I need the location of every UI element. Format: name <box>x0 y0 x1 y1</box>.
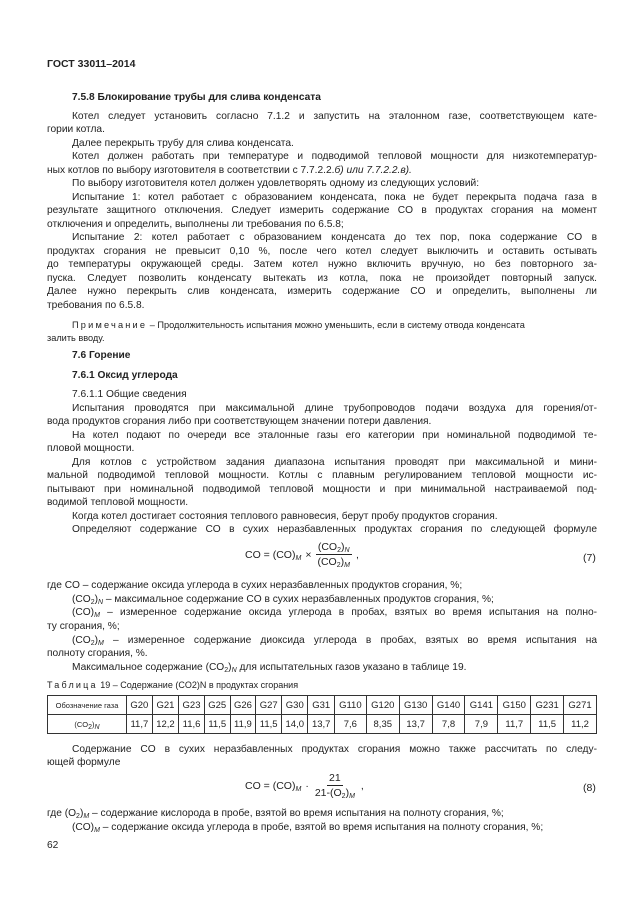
table-cell-gas: G31 <box>308 696 334 715</box>
table-row <box>48 715 597 734</box>
page-number: 62 <box>47 840 59 851</box>
text-line: $(CO)_M$ – измеренное содержание оксида углерода в пробах, взятых во время испытания на полно- <box>72 607 597 619</box>
text-line: Когда котел достигает состояния теплового равновесия, берут пробу продуктов сгорания. <box>72 511 498 522</box>
text-line: ных котлов по выбору изготовителя в соответствии с 7.7.2.2.б) или 7.7.2.2.в). <box>47 165 412 176</box>
co2-table <box>47 695 597 734</box>
text-line: Испытание 1: котел работает с образованием конденсата, пока не будет перекрыта подача газа в <box>72 192 597 203</box>
section-heading: 7.6 Горение <box>72 350 131 361</box>
table-cell-value: 13,7 <box>399 715 432 734</box>
note: залить вводу. <box>47 333 105 343</box>
table-cell-gas: G140 <box>432 696 465 715</box>
text-line: до температуры окружающей среды. Затем котел нужно включить вручную, но без повторного за- <box>47 259 597 270</box>
table-cell-gas: G110 <box>334 696 366 715</box>
text-line: Максимальное содержание $(CO_2)_N$ для испытательных газов указано в таблице 19. <box>72 662 467 674</box>
table-caption: Таблица 19 – Содержание (CO2)N в продуктах сгорания <box>47 680 299 690</box>
equation-number: (8) <box>583 782 596 794</box>
text-line: требования по 6.5.8. <box>47 300 145 311</box>
table-cell-gas: G20 <box>127 696 153 715</box>
table-cell-gas: G23 <box>179 696 205 715</box>
text-line: отключения и определить, выполнены ли требования по 6.5.8; <box>47 219 344 230</box>
text-line: Содержание CO в сухих неразбавленных продуктах сгорания можно также рассчитать по следу- <box>72 744 597 755</box>
text-line: Для котлов с устройством задания диапазона испытания проводят при максимальной и мини- <box>72 457 597 468</box>
text-line: ту сгорания, %; <box>47 621 120 632</box>
table-cell-gas: G231 <box>531 696 564 715</box>
table-cell-gas: G30 <box>282 696 308 715</box>
text-line: $(CO_2)_N$ – максимальное содержание CO в сухих неразбавленных продуктов сгорания, %; <box>72 594 494 606</box>
table-cell-value: 11,5 <box>256 715 282 734</box>
text-line: продуктах сгорания не превысит 0,10 %, после чего котел следует выключить и оставить остывать <box>47 246 597 257</box>
text-line: пытывают при номинальной подводимой тепловой мощности и при минимальной настраиваемой под- <box>47 484 597 495</box>
table-cell-value: 7,6 <box>334 715 366 734</box>
equation-number: (7) <box>583 552 596 564</box>
table-row <box>48 696 597 715</box>
text-line: вода продуктов сгорания либо при соответствующем значении потери давления. <box>47 416 432 427</box>
text-line: полноту сгорания, %. <box>47 648 148 659</box>
table-cell-gas: G21 <box>152 696 178 715</box>
table-cell-gas: G26 <box>230 696 256 715</box>
table-cell-gas: G27 <box>256 696 282 715</box>
text-line: пуска. Следует позволить конденсату вытекать из котла, пока не произойдет повторный запуск. <box>47 273 597 284</box>
text-line: На котел подают по очереди все эталонные газы его категории при номинальной подводимой те- <box>72 430 597 441</box>
table-cell-value: 8,35 <box>366 715 399 734</box>
section-heading: 7.5.8 Блокирование трубы для слива конденсата <box>72 92 321 103</box>
section-heading: 7.6.1 Оксид углерода <box>72 370 178 381</box>
table-cell-value: 12,2 <box>152 715 178 734</box>
text-line: Далее перекрыть трубу для слива конденсата. <box>72 138 294 149</box>
table-cell-value: 13,7 <box>308 715 334 734</box>
table-cell-gas: G120 <box>366 696 399 715</box>
table-cell-value: 11,6 <box>179 715 205 734</box>
table-cell-value: 7,9 <box>465 715 498 734</box>
formula-8: CO = $(CO)_M$ · $\frac{21}{21-(O_2)_M}$ , <box>245 772 364 800</box>
table-cell-gas: G271 <box>564 696 597 715</box>
formula-7: CO = $(CO)_M$ × $\frac{(CO_2)_N}{(CO_2)_M}$ , <box>245 541 359 569</box>
table-cell-value: 7,8 <box>432 715 465 734</box>
text-line: По выбору изготовителя котел должен удовлетворять одному из следующих условий: <box>72 178 480 189</box>
text-line: Далее нужно перекрыть слив конденсата, измерить содержание CO и определить, выполнены ли <box>47 286 597 297</box>
text-line: Котел должен работать при температуре и подводимой тепловой мощности для низкотемператур- <box>72 151 597 162</box>
table-row-header: $(CO_2)_N$ <box>48 715 127 734</box>
text-line: $(CO_2)_M$ – измеренное содержание диоксида углерода в пробах, взятых во время испытания на <box>72 635 597 647</box>
document-code: ГОСТ 33011–2014 <box>47 58 136 70</box>
text-line: где $(O_2)_M$ – содержание кислорода в пробе, взятой во время испытания на полноту сгорания, %; <box>47 808 504 820</box>
text-line: пловой мощности. <box>47 443 135 454</box>
text-line: результате защитного отключения. Следует измерить содержание CO в продуктах сгорания на момент <box>47 205 597 216</box>
note: Примечание – Продолжительность испытания можно уменьшить, если в систему отвода конденсата <box>72 320 525 330</box>
table-cell-value: 11,5 <box>204 715 230 734</box>
table-cell-value: 11,5 <box>531 715 564 734</box>
table-cell-value: 11,7 <box>127 715 153 734</box>
text-line: где CO – содержание оксида углерода в сухих неразбавленных продуктов сгорания, %; <box>47 580 463 591</box>
table-cell-value: 14,0 <box>282 715 308 734</box>
table-cell-gas: G150 <box>498 696 531 715</box>
text-line: Испытание 2: котел работает с образованием конденсата до тех пор, пока содержание CO в <box>72 232 597 243</box>
table-row-header: Обозначение газа <box>48 696 127 715</box>
table-cell-value: 11,2 <box>564 715 597 734</box>
text-line: Испытания проводятся при максимальной длине трубопроводов подачи воздуха для горения/от- <box>72 403 597 414</box>
table-cell-gas: G25 <box>204 696 230 715</box>
text-line: мальной подводимой тепловой мощности. Котлы с плавным регулированием тепловой мощности ис- <box>47 470 597 481</box>
text-line: Котел следует установить согласно 7.1.2 и запустить на эталонном газе, соответствующем кате- <box>72 111 597 122</box>
text-line: $(CO)_M$ – содержание оксида углерода в пробе, взятой во время испытания на полноту сгорания, %; <box>72 822 544 834</box>
subsection-heading: 7.6.1.1 Общие сведения <box>72 389 187 400</box>
text-line: Определяют содержание CO в сухих неразбавленных продуктах сгорания по следующей формуле <box>72 524 597 535</box>
table-cell-value: 11,9 <box>230 715 256 734</box>
text-line: ющей формуле <box>47 757 121 768</box>
table-cell-gas: G141 <box>465 696 498 715</box>
table-cell-value: 11,7 <box>498 715 531 734</box>
text-line: гории котла. <box>47 124 105 135</box>
table-cell-gas: G130 <box>399 696 432 715</box>
text-line: водимой тепловой мощности. <box>47 497 189 508</box>
